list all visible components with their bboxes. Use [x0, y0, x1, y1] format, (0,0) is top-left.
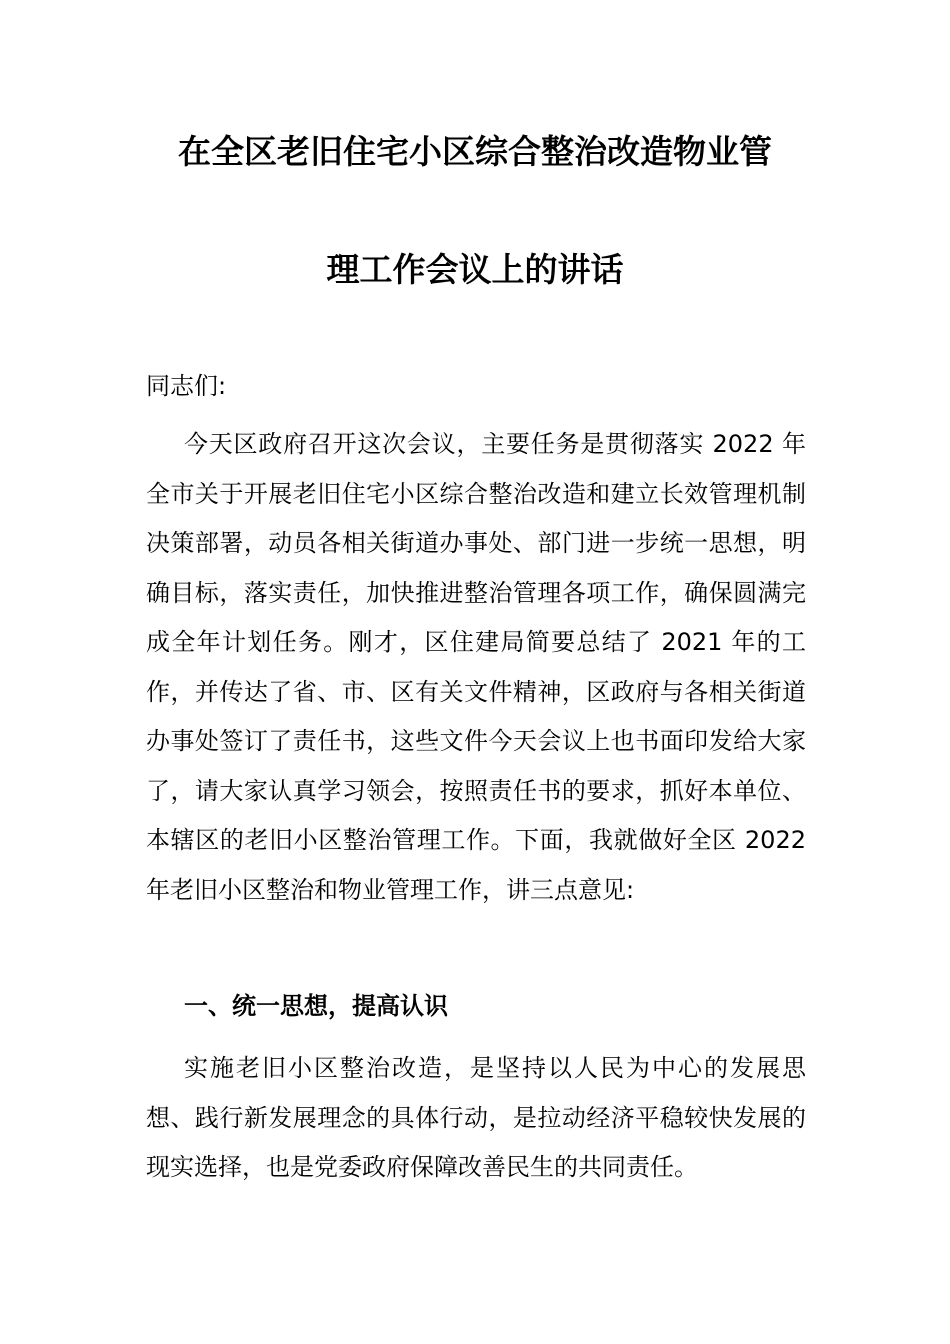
document-title-line-1: 在全区老旧住宅小区综合整治改造物业管	[178, 132, 772, 171]
body-paragraph-1: 今天区政府召开这次会议，主要任务是贯彻落实 2022 年全市关于开展老旧住宅小区综合整治改造和建立长效管理机制决策部署，动员各相关街道办事处、部门进一步统一思想，明确目标，落实责任，加快推进整治管理各项工作，确保圆满完成全年计划任务。刚才，区住建局简要总结了 2021 年的工作，并传达了省、市、区有关文件精神，区政府与各相关街道办事处签订了责任书，这些文件今天会议上也书面印发给大家了，请大家认真学习领会，按照责任书的要求，抓好本单位、本辖区的老旧小区整治管理工作。下面，我就做好全区 2022 年老旧小区整治和物业管理工作，讲三点意见:	[146, 430, 806, 904]
section-heading-1: 一、统一思想，提高认识	[184, 992, 448, 1020]
document-title-line-2: 理工作会议上的讲话	[326, 250, 624, 289]
body-paragraph-2: 实施老旧小区整治改造，是坚持以人民为中心的发展思想、践行新发展理念的具体行动，是拉动经济平稳较快发展的现实选择，也是党委政府保障改善民生的共同责任。	[146, 1054, 806, 1181]
salutation: 同志们:	[146, 372, 227, 400]
